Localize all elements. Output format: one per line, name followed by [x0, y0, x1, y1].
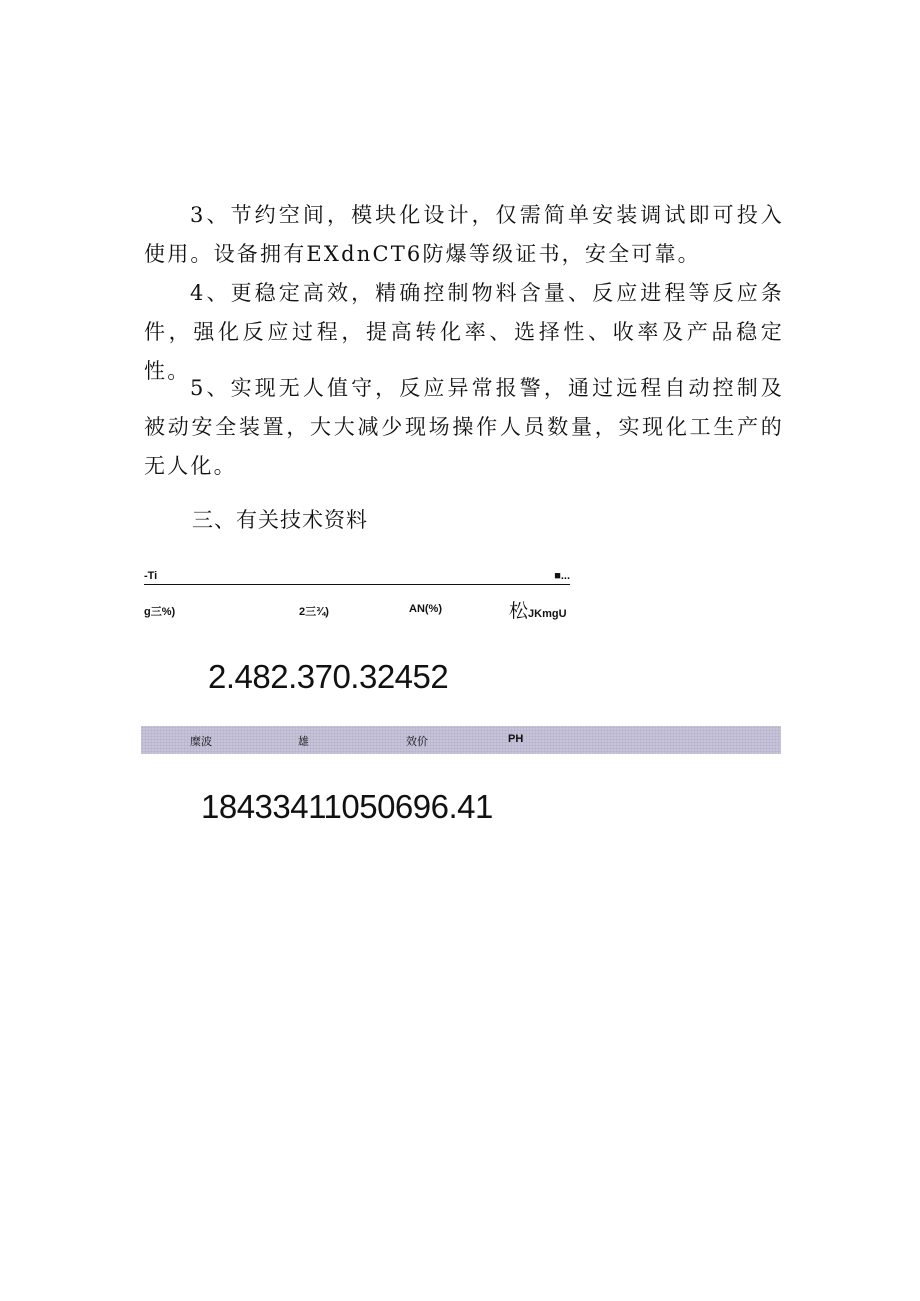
table2-header-2: 雄: [298, 735, 309, 748]
table2-header-3: 效价: [406, 735, 428, 748]
table2-value-row: 18433411050696.41: [201, 788, 493, 825]
section-heading: 三、有关技术资料: [192, 508, 368, 532]
table2-header-1: 糜波: [190, 735, 212, 748]
paragraph-5: 5、实现无人值守，反应异常报警，通过远程自动控制及被动安全装置，大大减少现场操作人员数量，实现化工生产的无人化。: [144, 376, 784, 478]
table1-value-row: 2.482.370.32452: [208, 658, 449, 695]
table1-header-3: AN(%): [409, 603, 442, 615]
table1-top-rule: [144, 568, 570, 585]
table1-header-4-glyph: 松: [509, 600, 529, 622]
table2-header-band: [141, 726, 781, 754]
table2-header-4: PH: [508, 733, 524, 745]
paragraph-3: 3、节约空间，模块化设计，仅需简单安装调试即可投入使用。设备拥有EXdnCT6防爆等级证书，安全可靠。: [144, 203, 784, 266]
table1-top-right-label: ■...: [554, 570, 570, 582]
table1-top-left-label: -Ti: [144, 570, 158, 582]
paragraph-4: 4、更稳定高效，精确控制物料含量、反应进程等反应条件，强化反应过程，提高转化率、选择性、收率及产品稳定性。: [144, 281, 784, 383]
table1-header-4: [509, 596, 567, 623]
table1-header-1: g三%): [144, 606, 176, 618]
table1-header-4-suffix: JKmgU: [528, 608, 567, 620]
table1-header-2: 2三¾): [299, 606, 329, 618]
